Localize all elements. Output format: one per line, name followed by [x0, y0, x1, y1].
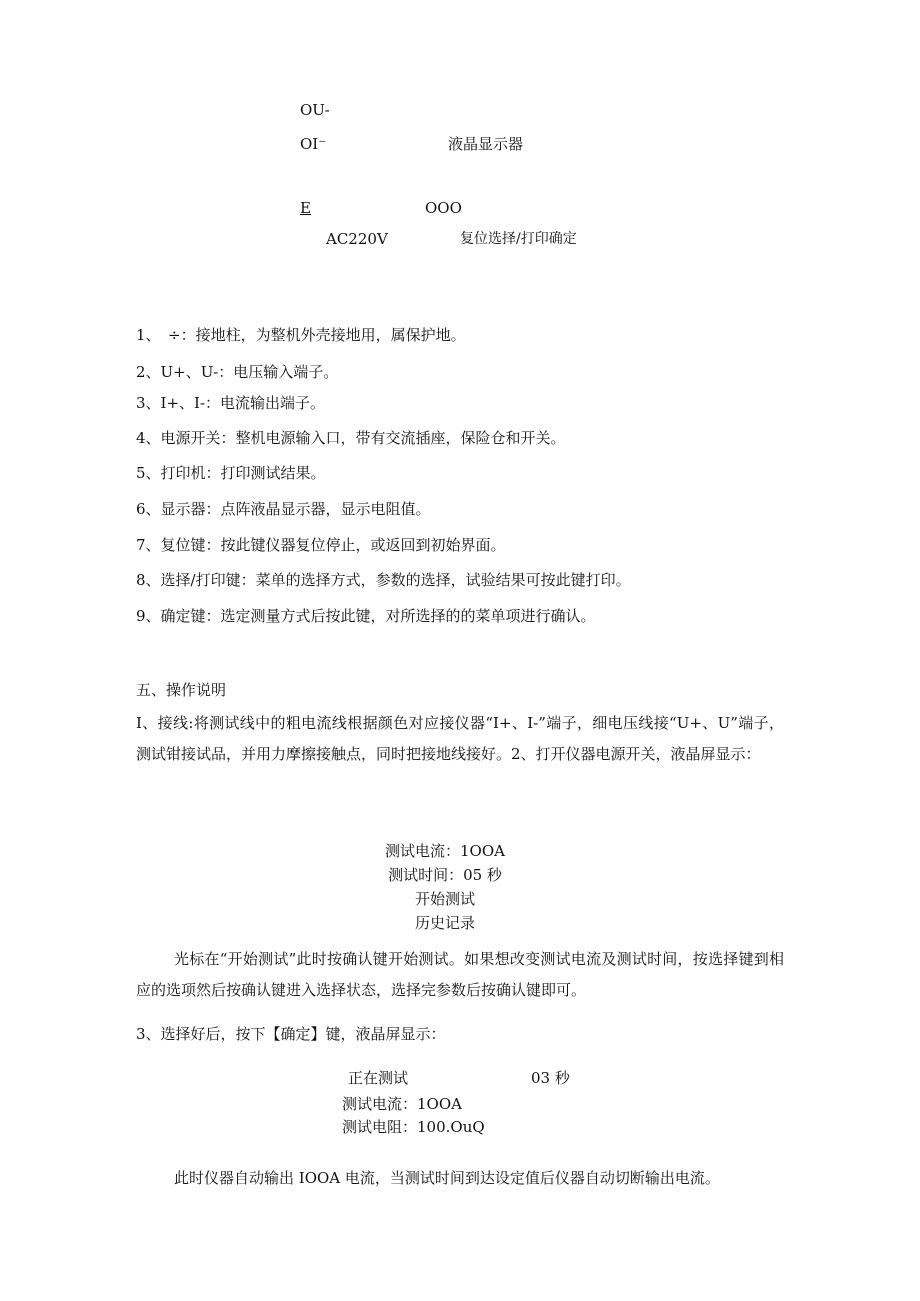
- cursor-paragraph: 光标在“开始测试”此时按确认键开始测试。如果想改变测试电流及测试时间，按选择键到相应的选项然后按确认键进入选择状态，选择完参数后按确认键即可。: [136, 950, 784, 999]
- screen-line: 历史记录: [414, 914, 475, 932]
- ground-label: E: [300, 199, 311, 217]
- testing-status: 正在测试: [348, 1069, 409, 1087]
- list-item: 1、 ÷：接地柱，为整机外壳接地用，属保护地。: [136, 326, 466, 344]
- power-label: AC220V: [326, 230, 388, 248]
- list-item: 7、复位键：按此键仪器复位停止，或返回到初始界面。: [136, 536, 506, 554]
- list-item: 8、选择/打印键：菜单的选择方式，参数的选择，试验结果可按此键打印。: [136, 571, 631, 589]
- section-title: 五、操作说明: [136, 681, 227, 699]
- screen-line: 测试电流：1OOA: [385, 842, 505, 860]
- ou-terminal-label: OU-: [300, 101, 330, 119]
- buttons-label: OOO: [425, 199, 462, 217]
- list-item: 9、确定键：选定测量方式后按此键，对所选择的的菜单项进行确认。: [136, 607, 596, 625]
- screen-line: 开始测试: [414, 890, 475, 908]
- list-item: 3、I+、I-：电流输出端子。: [136, 394, 326, 412]
- testing-seconds: 03 秒: [531, 1069, 570, 1087]
- list-item: 2、U+、U-：电压输入端子。: [136, 363, 339, 381]
- lcd-screen-initial: [300, 839, 590, 935]
- list-item: 6、显示器：点阵液晶显示器，显示电阻值。: [136, 500, 431, 518]
- keys-label: 复位选择/打印确定: [460, 231, 577, 247]
- wiring-paragraph: I、接线:将测试线中的粗电流线根据颜色对应接仪器“I+、I-”端子，细电压线接“U+、U”端子，测试钳接试品，并用力摩擦接触点，同时把接地线接好。2、打开仪器电源开关，液晶屏显示：: [136, 714, 784, 763]
- testing-current: 测试电流：1OOA: [342, 1095, 462, 1113]
- screen-line: 测试时间：05 秒: [388, 866, 502, 884]
- output-paragraph: 此时仪器自动输出 IOOA 电流，当测试时间到达设定值后仪器自动切断输出电流。: [174, 1169, 720, 1187]
- step-3-text: 3、选择好后，按下【确定】键，液晶屏显示：: [136, 1025, 446, 1043]
- list-item: 5、打印机：打印测试结果。: [136, 464, 326, 482]
- oi-terminal-label: OI⁻: [300, 135, 327, 153]
- lcd-display-label: 液晶显示器: [448, 135, 524, 153]
- list-item: 4、电源开关：整机电源输入口，带有交流插座，保险仓和开关。: [136, 429, 566, 447]
- testing-resistance: 测试电阻：100.OuQ: [342, 1118, 485, 1136]
